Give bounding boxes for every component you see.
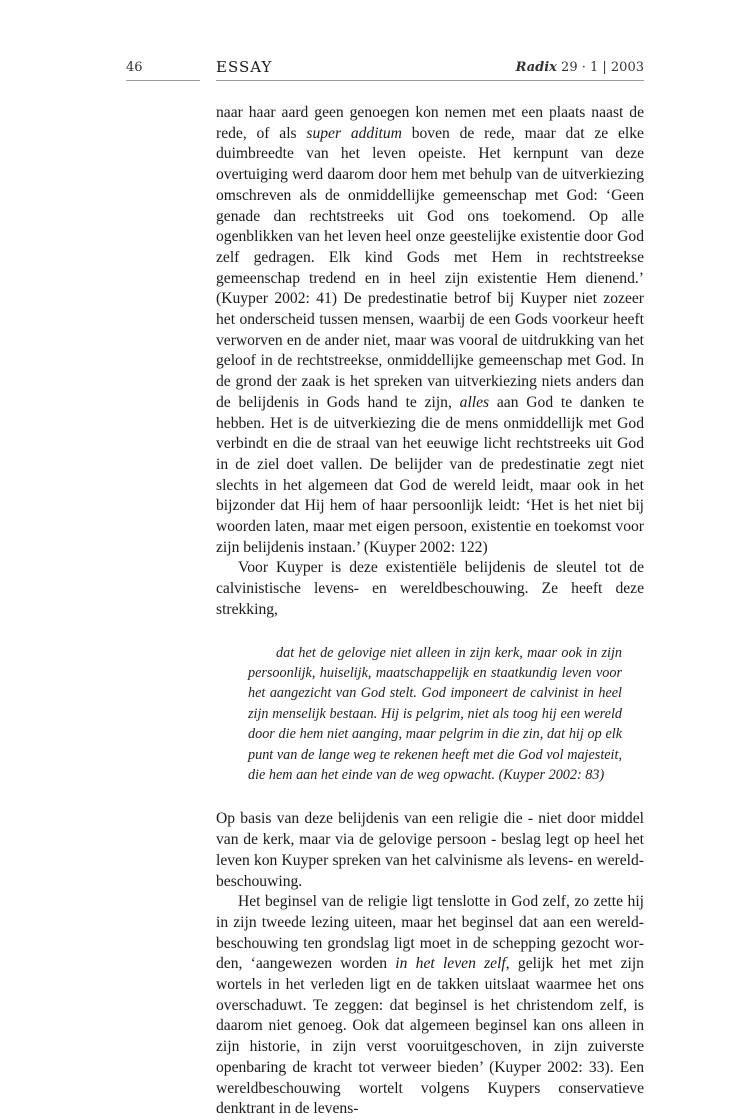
paragraph-1 [216,103,644,558]
header-rule-right [216,80,644,81]
paragraph-4-text-a: Het beginsel van de religie ligt tenslotte in God zelf, zo zette hij in zijn tweede lezing uiteen, maar het beginsel dat aan een wereldbeschouwing ten grondslag ligt moet in de schepping gezocht worden, ‘aangewezen worden [216,893,644,973]
paragraph-3-text: Op basis van deze belijdenis van een religie die - niet door middel van de kerk, maar via de gelovige persoon - beslag legt op heel het leven kon Kuyper spreken van het calvinisme als levens- en wereldbeschouwing. [216,810,644,890]
block-quote [248,643,622,786]
paragraph-1-text-b: boven de rede, maar dat ze elke duimbreedte van het leven opeiste. Het kernpunt van deze overtuiging werd daarom door hem met behulp van de uitverkiezing omschreven als de onmiddellijke gemeenschap met God: ‘Geen genade dan rechtstreeks uit God ons toekomend. Op alle ogenblikken van het leven heel onze geestelijke existentie door God zelf gedragen. Elk kind Gods met Hem in rechtstreekse gemeenschap tredend en in heel zijn existentie Hem dienend.’ (Kuyper 2002: 41) De predestinatie betrof bij Kuyper niet zozeer het onderscheid tussen mensen, waarbij de een Gods voorkeur heeft verworven en de ander niet, maar was vooral de uitdrukking van het geloof in de rechtstreekse, onmiddellijke gemeenschap met God. In de grond der zaak is het spreken van uitverkiezing niets anders dan de belijdenis in Gods hand te zijn, [216,124,644,411]
paragraph-1-italic-alles: alles [459,393,490,411]
paragraph-4-italic-in-het-leven-zelf: in het leven zelf [395,955,506,973]
paragraph-3 [216,809,644,892]
block-quote-text: dat het de gelovige niet alleen in zijn kerk, maar ook in zijn persoonlijk, huiselijk, maatschappelijk en staatkundig leven voor het aangezicht van God stelt. God imponeert de calvinist in heel zijn menselijk bestaan. Hij is pelgrim, niet als toog hij een wereld door die hem niet aanging, maar pelgrim in die zin, dat hij op elk punt van de lange weg te rekenen heeft met die God vol majesteit, die hem aan het einde van de weg opwacht. (Kuyper 2002: 83) [248,644,622,784]
journal-reference [516,60,644,75]
paragraph-4-text-b: , gelijk het met zijn wortels in het verleden ligt en de takken uitslaat waarmee het ons overschaduwt. Te zeggen: dat beginsel is het christendom zelf, is daarom niet genoeg. Ook dat algemeen beginsel kan ons alleen in zijn historie, in zijn verst vooruitgeschoven, in zijn zuiverste openbaring de kracht tot verweer bieden’ (Kuyper 2002: 33). Een wereldbeschouwing wortelt volgens Kuypers conservatieve denktrant in de levens- [216,955,644,1118]
paragraph-4 [216,892,644,1120]
header-rule-left [126,80,200,81]
section-label: ESSAY [216,58,273,76]
paragraph-1-text-c: aan God te danken te hebben. Het is de uitverkiezing die de mens onmiddellijk met God verbindt en die de straal van het eeuwige licht rechtstreeks uit God in de ziel doet vallen. De belijder van de predestinatie zegt niet slechts in het algemeen dat God de wereld leidt, maar ook in het bijzonder dat Hij hem of haar persoonlijk leidt: ‘Het is het niet bij woorden laten, maar met eigen persoon, existentie en toekomst voor zijn belijdenis instaan.’ (Kuyper 2002: 122) [216,393,644,556]
page-number: 46 [126,60,143,75]
paragraph-2-text: Voor Kuyper is deze existentiële belijdenis de sleutel tot de calvinistische levens- en wereldbeschouwing. Ze heeft deze strekking, [216,559,644,618]
paragraph-2 [216,558,644,620]
paragraph-1-text-a: naar haar aard geen genoegen kon nemen met een plaats naast de rede, of als [216,104,644,142]
paragraph-1-italic-super-additum: super additum [306,124,402,142]
article-body [216,103,644,1120]
journal-issue: 29 · 1 | 2003 [561,60,644,75]
journal-name: Radix [515,60,557,75]
